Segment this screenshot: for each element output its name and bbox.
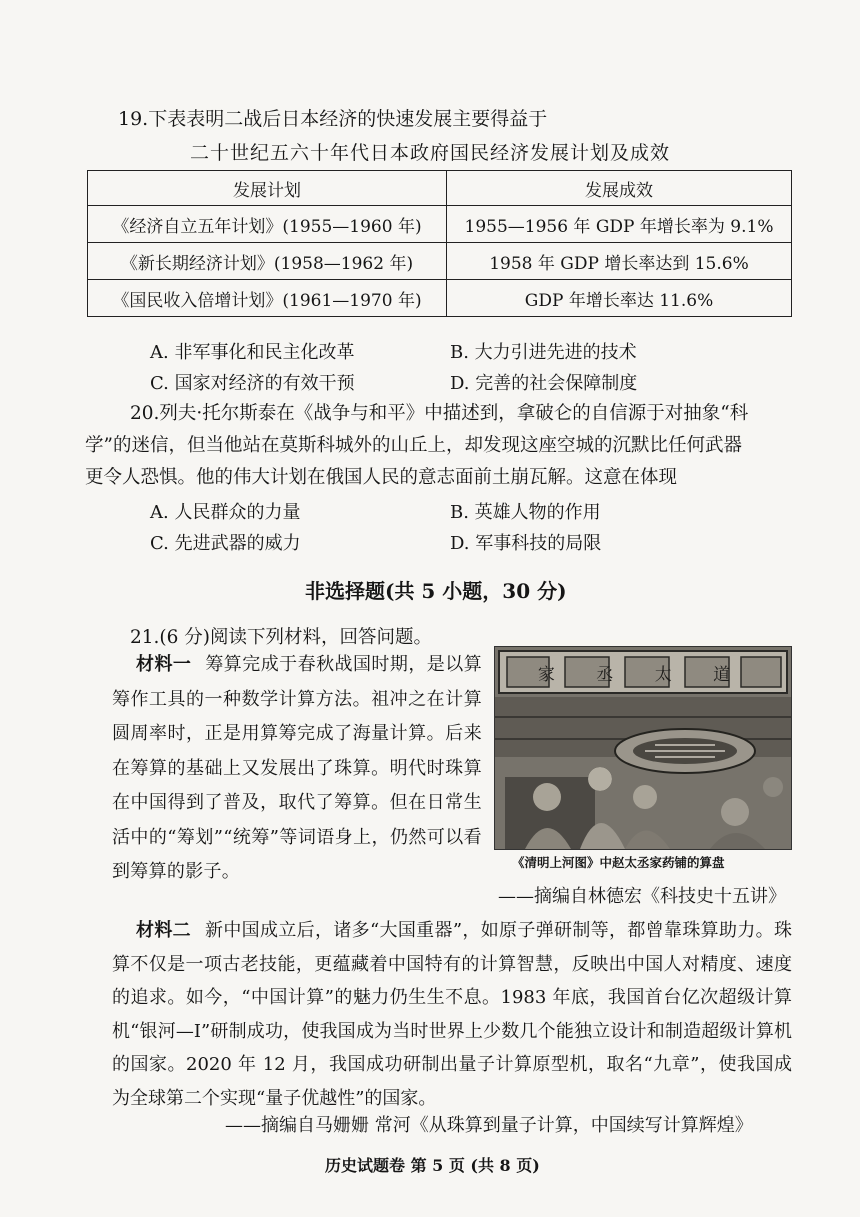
question-21-stem: 21.(6 分)阅读下列材料，回答问题。 <box>130 627 433 648</box>
question-19-stem: 19.下表表明二战后日本经济的快速发展主要得益于 <box>118 108 548 130</box>
section-title: 非选择题(共 5 小题，30 分) <box>305 579 567 603</box>
page-footer: 历史试题卷 第 5 页 (共 8 页) <box>325 1156 540 1175</box>
plan-table <box>87 170 792 317</box>
material-2-text: 新中国成立后，诸多“大国重器”，如原子弹研制等，都曾靠珠算助力。珠算不仅是一项古老技能，更蕴藏着中国特有的计算智慧，反映出中国人对精度、速度的追求。如今，“中国计算”的魅力仍生生不息。1983 年底，我国首台亿次超级计算机“银河—I”研制成功，使我国成为当时世界上少数几个能独立设计和制造超级计算机的国家。2020 年 12 月，我国成功研制出量子计算原型机，取名“九章”，使我国成为全球第二个实现“量子优越性”的国家。 <box>112 920 793 1109</box>
material-1 <box>112 648 482 890</box>
header-plan: 发展计划 <box>88 171 447 206</box>
cell-plan: 《新长期经济计划》(1958—1962 年) <box>88 243 447 280</box>
painting-image <box>494 646 792 850</box>
q20-option-a: A. 人民群众的力量 <box>150 502 301 523</box>
q19-option-d: D. 完善的社会保障制度 <box>450 373 638 394</box>
q19-option-a: A. 非军事化和民主化改革 <box>150 342 355 363</box>
material-2-source: ——摘编自马姗姗 常河《从珠算到量子计算，中国续写计算辉煌》 <box>225 1115 753 1136</box>
question-20-line: 学”的迷信，但当他站在莫斯科城外的山丘上，却发现这座空城的沉默比任何武器 <box>85 435 742 456</box>
table-title: 二十世纪五六十年代日本政府国民经济发展计划及成效 <box>190 142 671 164</box>
cell-result: 1955—1956 年 GDP 年增长率为 9.1% <box>447 206 792 243</box>
q20-option-b: B. 英雄人物的作用 <box>450 502 601 523</box>
cell-result: GDP 年增长率达 11.6% <box>447 280 792 317</box>
material-1-source: ——摘编自林德宏《科技史十五讲》 <box>498 886 786 907</box>
q20-option-d: D. 军事科技的局限 <box>450 533 602 554</box>
table-row <box>88 243 792 280</box>
material-2 <box>112 914 792 1115</box>
table-row <box>88 206 792 243</box>
q20-option-c: C. 先进武器的威力 <box>150 533 301 554</box>
cell-result: 1958 年 GDP 增长率达到 15.6% <box>447 243 792 280</box>
cell-plan: 《经济自立五年计划》(1955—1960 年) <box>88 206 447 243</box>
table-row <box>88 280 792 317</box>
material-1-text: 筹算完成于春秋战国时期，是以算筹作工具的一种数学计算方法。祖冲之在计算圆周率时，正是用算筹完成了海量计算。后来在筹算的基础上又发展出了珠算。明代时珠算在中国得到了普及，取代了筹算。但在日常生活中的“筹划”“统筹”等词语身上，仍然可以看到筹算的影子。 <box>112 654 482 882</box>
material-1-label: 材料一 <box>136 654 192 675</box>
cell-plan: 《国民收入倍增计划》(1961—1970 年) <box>88 280 447 317</box>
material-2-label: 材料二 <box>136 920 191 941</box>
painting-illustration <box>495 647 791 849</box>
shop-sign-text: 家 丞 太 道 <box>537 665 749 685</box>
q19-option-b: B. 大力引进先进的技术 <box>450 342 637 363</box>
table-header-row <box>88 171 792 206</box>
question-20-line: 更令人恐惧。他的伟大计划在俄国人民的意志面前土崩瓦解。这意在体现 <box>85 467 678 488</box>
q19-option-c: C. 国家对经济的有效干预 <box>150 373 355 394</box>
image-caption: 《清明上河图》中赵太丞家药铺的算盘 <box>512 855 725 870</box>
question-20-line: 20.列夫·托尔斯泰在《战争与和平》中描述到，拿破仑的自信源于对抽象“科 <box>130 403 749 424</box>
header-result: 发展成效 <box>447 171 792 206</box>
